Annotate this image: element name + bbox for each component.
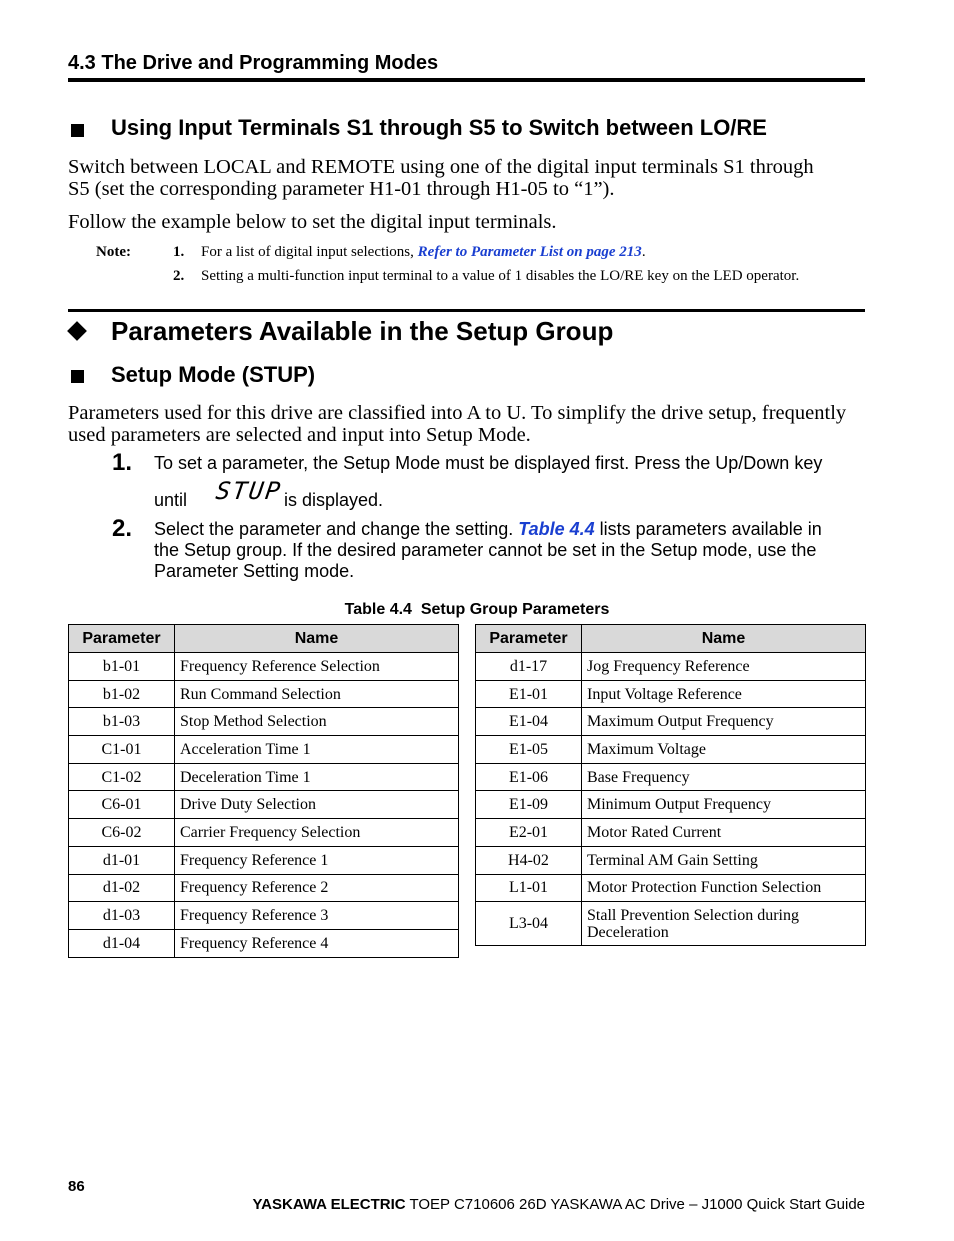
parameter-code: d1-01 [69,846,175,874]
parameter-name: Frequency Reference 2 [175,874,459,902]
parameter-code: L1-01 [476,874,582,902]
parameter-code: L3-04 [476,902,582,946]
table-caption: Table 4.4 Setup Group Parameters [344,601,610,618]
parameter-name: Drive Duty Selection [175,791,459,819]
paragraph-line: used parameters are selected and input into Setup Mode. [68,424,531,446]
parameter-code: d1-03 [69,902,175,930]
section-title: Parameters Available in the Setup Group [111,316,614,346]
square-bullet-icon [71,124,84,137]
note-item [201,244,646,261]
step-number: 2. [112,515,133,542]
parameter-name: Motor Rated Current [582,819,866,847]
square-bullet-icon [71,370,84,383]
table-row [476,791,866,819]
parameter-code: E1-04 [476,708,582,736]
parameter-code: E1-06 [476,763,582,791]
table-row [69,736,459,764]
footer-doc: TOEP C710606 26D YASKAWA AC Drive – J1000 Quick Start Guide [405,1196,865,1213]
parameter-code: d1-02 [69,874,175,902]
column-header-name: Name [582,625,866,653]
table-row [476,708,866,736]
step-text: is displayed. [284,490,384,510]
parameter-code: b1-03 [69,708,175,736]
step-text-part: lists parameters available in [594,519,822,539]
subsection-title: Setup Mode (STUP) [111,362,316,387]
table-row [476,846,866,874]
table-reference-link[interactable]: Table 4.4 [518,519,595,539]
column-header-parameter: Parameter [476,625,582,653]
note-label: Note: [96,244,131,260]
parameter-name: Motor Protection Function Selection [582,874,866,902]
table-row [476,736,866,764]
table-row [476,653,866,681]
parameter-code: C1-01 [69,736,175,764]
parameter-code: E1-09 [476,791,582,819]
parameter-code: d1-17 [476,653,582,681]
parameter-code: d1-04 [69,929,175,957]
parameter-name: Base Frequency [582,763,866,791]
parameter-code: C1-02 [69,763,175,791]
parameter-code: E2-01 [476,819,582,847]
parameter-code: C6-01 [69,791,175,819]
table-row [69,929,459,957]
table-row [476,874,866,902]
parameter-code: E1-01 [476,680,582,708]
parameter-name: Frequency Reference 1 [175,846,459,874]
table-header-row [69,625,459,653]
parameter-code: b1-02 [69,680,175,708]
setup-parameters-table-right [475,624,866,946]
parameter-name: Jog Frequency Reference [582,653,866,681]
parameter-name: Deceleration Time 1 [175,763,459,791]
parameter-name: Input Voltage Reference [582,680,866,708]
note-text: For a list of digital input selections, [201,244,418,260]
table-row [69,708,459,736]
paragraph: Follow the example below to set the digital input terminals. [68,211,557,233]
footer-text [244,1179,865,1213]
setup-parameters-table-left [68,624,459,958]
parameter-code: b1-01 [69,653,175,681]
step-text: the Setup group. If the desired parameter cannot be set in the Setup mode, use the [154,540,817,560]
header-rule [68,78,865,82]
parameter-name: Minimum Output Frequency [582,791,866,819]
parameter-name: Frequency Reference Selection [175,653,459,681]
step-text: Parameter Setting mode. [154,561,355,581]
subsection-title: Using Input Terminals S1 through S5 to Switch between LO/RE [111,115,767,140]
diamond-bullet-icon [67,321,87,341]
table-row [476,763,866,791]
step-text-part: Select the parameter and change the setting. [154,519,519,539]
table-row [69,846,459,874]
paragraph-line: S5 (set the corresponding parameter H1-01 through H1-05 to “1”). [68,178,615,200]
table-row [69,763,459,791]
parameter-name: Acceleration Time 1 [175,736,459,764]
parameter-name: Stop Method Selection [175,708,459,736]
paragraph-line: Parameters used for this drive are classified into A to U. To simplify the drive setup, frequently [68,402,847,424]
note-number: 1. [173,244,185,260]
table-row [69,902,459,930]
column-header-parameter: Parameter [69,625,175,653]
parameter-name: Run Command Selection [175,680,459,708]
note-number: 2. [173,268,185,284]
led-display: STUP [214,477,284,505]
section-header: 4.3 The Drive and Programming Modes [68,52,439,74]
column-header-name: Name [175,625,459,653]
parameter-name: Carrier Frequency Selection [175,819,459,847]
footer-brand: YASKAWA ELECTRIC [252,1196,406,1213]
table-row [476,819,866,847]
table-row [476,680,866,708]
page-number: 86 [68,1178,85,1195]
parameter-name: Maximum Voltage [582,736,866,764]
table-row [69,819,459,847]
table-header-row [476,625,866,653]
table-row [69,791,459,819]
table-row [69,874,459,902]
table-row [69,653,459,681]
page-reference-link[interactable]: Refer to Parameter List on page 213 [417,244,642,260]
parameter-code: H4-02 [476,846,582,874]
section-rule [68,309,865,312]
step-text: To set a parameter, the Setup Mode must be displayed first. Press the Up/Down key [154,453,823,473]
table-row [69,680,459,708]
step-text [154,519,822,540]
step-text: until [154,490,188,510]
parameter-name: Terminal AM Gain Setting [582,846,866,874]
parameter-code: E1-05 [476,736,582,764]
parameter-code: C6-02 [69,819,175,847]
table-row [476,902,866,946]
parameter-name: Stall Prevention Selection during Deceleration [582,902,866,946]
note-end: . [641,244,646,260]
paragraph-line: Switch between LOCAL and REMOTE using one of the digital input terminals S1 through [68,156,814,178]
note-text: Setting a multi-function input terminal to a value of 1 disables the LO/RE key on the LED operator. [201,268,800,284]
step-number: 1. [112,449,133,476]
parameter-name: Frequency Reference 3 [175,902,459,930]
parameter-name: Frequency Reference 4 [175,929,459,957]
parameter-name: Maximum Output Frequency [582,708,866,736]
